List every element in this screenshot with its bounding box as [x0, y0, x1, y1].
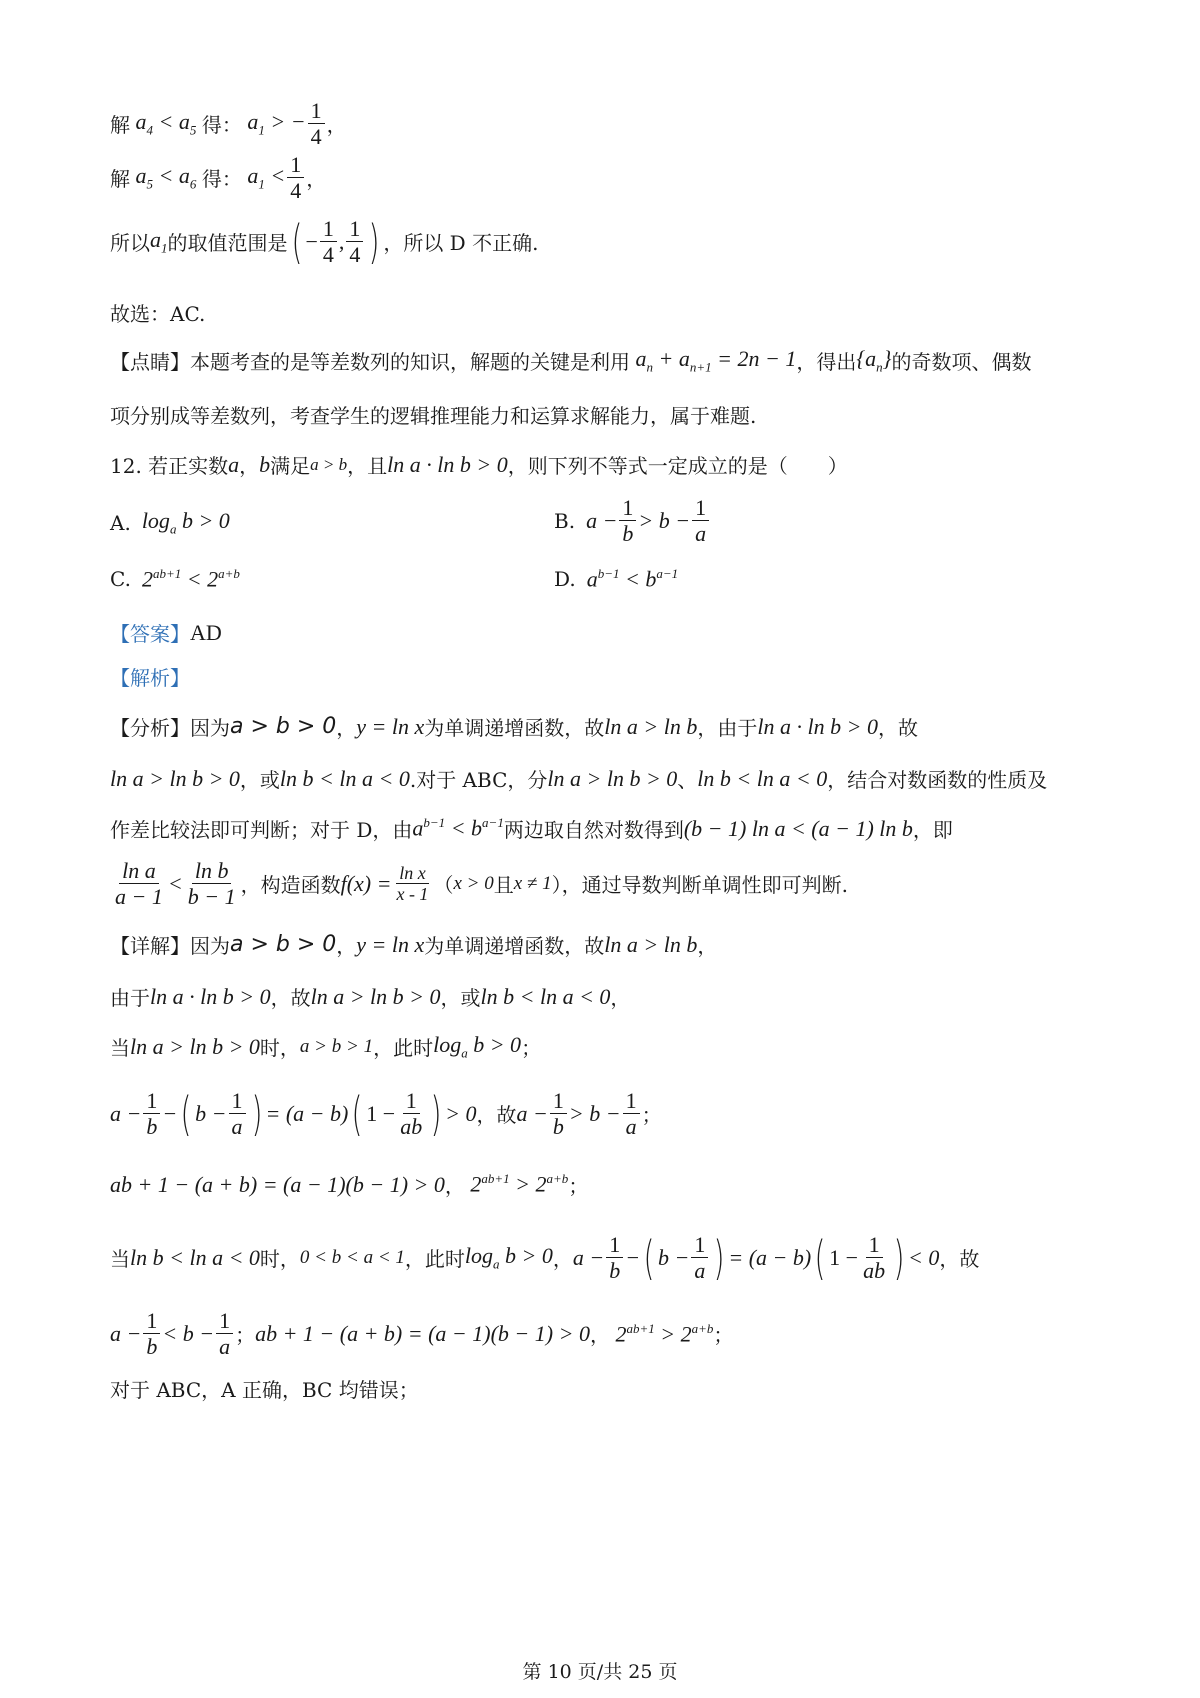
text: 得：: [201, 113, 242, 138]
text: ，或: [440, 986, 481, 1010]
fraction: $\frac{1}{b}$: [143, 1088, 160, 1140]
math: ab + 1 − (a + b) = (a − 1)(b − 1) > 0: [110, 1171, 445, 1197]
text: ，结合对数函数的性质及: [827, 768, 1048, 792]
math: a −: [572, 1244, 605, 1270]
text: 解: [110, 113, 130, 138]
line-a5-a6: [110, 152, 326, 204]
paren: ): [368, 214, 380, 269]
text: 为单调递增函数，故: [424, 716, 605, 740]
math: a −: [110, 1320, 142, 1346]
line-a4-a5: [110, 98, 347, 150]
math: = (a − b): [728, 1244, 812, 1270]
math: > b −: [568, 1100, 621, 1126]
text: 对于 ABC，A 正确，BC 均错误；: [110, 1378, 419, 1402]
text: 12. 若正实数: [110, 454, 229, 478]
text: ；: [641, 1103, 662, 1128]
fraction: $\frac{1}{4}$: [346, 216, 363, 268]
math: ln a > ln b > 0: [547, 765, 678, 791]
fraction: $\frac{1}{a}$: [692, 495, 709, 547]
text: ；: [521, 1036, 542, 1061]
text: ，此时: [373, 1036, 434, 1061]
math: x > 0: [453, 872, 494, 894]
text: ，且: [347, 454, 388, 478]
math: (b − 1) ln a < (a − 1) ln b: [683, 815, 913, 841]
text: ，构造函数: [240, 873, 341, 898]
math: a > b: [310, 454, 348, 474]
math: a: [228, 451, 240, 477]
paren: (: [180, 1086, 192, 1141]
text: ，: [697, 934, 718, 958]
math: ln a > ln b: [604, 931, 698, 957]
page-footer: 第 10 页/共 25 页: [522, 1661, 678, 1683]
fenxi-line-2: [110, 764, 1047, 793]
text: （: [433, 873, 454, 898]
jiexi-line: [110, 662, 190, 691]
text: 解: [110, 167, 130, 192]
math: a > b > 0: [230, 932, 337, 957]
math: −: [162, 1100, 178, 1126]
text: ，由于: [697, 716, 758, 740]
option-a: [110, 508, 230, 537]
text: A.: [110, 510, 131, 535]
math: ,: [338, 228, 345, 254]
math: b −: [195, 1100, 227, 1126]
text: 本题考查的是等差数列的知识，解题的关键是利用: [190, 350, 630, 375]
math: $2^{ab+1} > 2^{a+b}$: [464, 1171, 569, 1197]
text: ，: [336, 934, 357, 958]
fraction: $\frac{1}{4}$: [287, 152, 304, 204]
text: ），通过导数判断单调性即可判断.: [551, 873, 848, 898]
line-dianjing: [110, 346, 1031, 375]
math: < 0: [908, 1244, 940, 1270]
text: ，所以 D 不正确.: [383, 231, 539, 256]
xiangjie-line-5: [110, 1170, 588, 1199]
paren: (: [643, 1230, 655, 1285]
math: ln a · ln b > 0: [757, 713, 878, 739]
math: 1 −: [829, 1244, 859, 1270]
option-d: [554, 566, 678, 592]
math: ln a > ln b > 0: [130, 1033, 260, 1059]
math: $\log_a b > 0$: [433, 1032, 522, 1061]
text: ，: [589, 1323, 610, 1348]
math: $2^{ab+1} < 2^{a+b}$: [130, 566, 240, 592]
tag: 【分析】: [110, 716, 190, 740]
text: 因为: [190, 934, 230, 958]
math: y = ln x: [356, 713, 425, 739]
xiangjie-line-1: [110, 930, 717, 959]
fraction: $\frac{1}{b}$: [143, 1308, 160, 1360]
text: ，: [326, 113, 347, 138]
math: = (a − b): [265, 1100, 349, 1126]
fraction: $\frac{1}{a}$: [623, 1088, 640, 1140]
math: 1 −: [366, 1100, 396, 1126]
math: > 0: [445, 1100, 477, 1126]
math: $a_1$: [150, 227, 168, 256]
text: 时，: [259, 1036, 300, 1061]
math: ln b < ln a < 0: [279, 765, 410, 791]
line-dianjing-2: [110, 400, 756, 429]
tag: 【详解】: [110, 934, 190, 958]
text: ；: [713, 1323, 734, 1348]
math: ln a · ln b > 0: [387, 451, 508, 477]
math: −: [305, 228, 318, 254]
text: C.: [110, 567, 131, 592]
math: a −: [110, 1100, 142, 1126]
math: a > b > 0: [230, 714, 337, 739]
fraction: $\frac{1}{4}$: [308, 98, 325, 150]
math: f(x) =: [340, 870, 392, 896]
math: a −: [516, 1100, 548, 1126]
xiangjie-line-7: [110, 1308, 733, 1360]
text: ，即: [912, 818, 953, 842]
fraction: $\frac{\text{ln x}}{x - 1}$: [396, 862, 429, 905]
fenxi-line-1: [110, 712, 918, 741]
math: a −: [575, 507, 618, 533]
text: ，: [444, 1174, 465, 1198]
paren: ): [251, 1086, 262, 1141]
text: 为单调递增函数，故: [424, 934, 605, 958]
math: $a_4 < a_5$: [130, 109, 197, 138]
fraction: $\frac{1}{ab}$: [863, 1232, 886, 1284]
text: ，故: [939, 1247, 980, 1272]
line-range: [110, 216, 538, 268]
math: ln a · ln b > 0: [150, 983, 271, 1009]
text: 当: [110, 1036, 130, 1061]
fraction: $\frac{1}{b}$: [550, 1088, 567, 1140]
paren: (: [814, 1230, 826, 1285]
text: 且: [493, 873, 514, 898]
fraction: $\frac{1}{a}$: [216, 1308, 233, 1360]
math: ln b < ln a < 0: [130, 1244, 260, 1270]
text: 当: [110, 1247, 130, 1272]
text: ，: [610, 986, 631, 1010]
math: $\{a_n\}$: [856, 346, 892, 375]
answer: AD: [190, 619, 222, 645]
fraction: $\frac{1}{b}$: [606, 1232, 623, 1284]
math: $a^{b-1} < b^{a-1}$: [575, 566, 679, 592]
text: B.: [554, 508, 576, 533]
answer-line: [110, 618, 222, 647]
text: ，故: [270, 986, 311, 1010]
paren: ): [713, 1230, 725, 1285]
option-b: [554, 495, 711, 547]
jiexi-tag: 【解析】: [110, 666, 190, 690]
fraction: $\frac{\text{ln a}}{a - 1}$: [115, 858, 163, 910]
text: .对于 ABC，分: [409, 768, 548, 792]
text: ，: [552, 1247, 573, 1272]
tag: 【点睛】: [110, 350, 190, 375]
text: 、: [677, 768, 698, 792]
text: 两边取自然对数得到: [503, 818, 684, 842]
text: 得：: [201, 167, 242, 192]
math: < b −: [162, 1320, 215, 1346]
text: ，则下列不等式一定成立的是（ ）: [507, 454, 848, 478]
text: 的取值范围是: [167, 231, 288, 256]
fraction: $\frac{1}{4}$: [320, 216, 337, 268]
math: $a_n + a_{n+1} = 2n - 1$: [630, 346, 797, 375]
math: $\log_a b > 0$: [464, 1243, 553, 1272]
xiangjie-line-4: [110, 1088, 662, 1140]
text: 作差比较法即可判断；对于 D，由: [110, 818, 413, 842]
paren: (: [351, 1086, 363, 1141]
fraction: $\frac{1}{a}$: [229, 1088, 246, 1140]
math: $a_1$ <: [241, 163, 286, 192]
text: ，: [306, 167, 327, 192]
xiangjie-line-6: [110, 1232, 979, 1284]
math: <: [167, 870, 183, 896]
math: $a^{b-1} < b^{a-1}$: [412, 815, 504, 841]
text: 满足: [270, 454, 311, 478]
math: ln a > ln b > 0: [110, 765, 240, 791]
fraction: $\frac{1}{a}$: [691, 1232, 708, 1284]
xiangjie-line-3: [110, 1032, 541, 1061]
math: x ≠ 1: [513, 872, 552, 894]
math: > b −: [638, 507, 691, 533]
xiangjie-line-8: [110, 1374, 419, 1403]
text: 由于: [110, 986, 150, 1010]
text: ，: [239, 454, 260, 478]
math: y = ln x: [356, 931, 425, 957]
text: ，得出: [796, 350, 857, 375]
math: ln b < ln a < 0: [697, 765, 828, 791]
text: ，此时: [404, 1247, 465, 1272]
math: $a_5 < a_6$: [130, 163, 197, 192]
xiangjie-line-2: [110, 982, 630, 1011]
fraction: $\frac{1}{ab}$: [400, 1088, 423, 1140]
fenxi-line-4: [110, 858, 848, 910]
math: $\log_a b > 0$: [130, 508, 230, 537]
math: ab + 1 − (a + b) = (a − 1)(b − 1) > 0: [255, 1320, 590, 1346]
text: 的奇数项、偶数: [891, 350, 1032, 375]
text: ；: [235, 1323, 256, 1348]
line-guxuan: [110, 298, 205, 327]
text: 因为: [190, 716, 230, 740]
paren: ): [893, 1230, 905, 1285]
fenxi-line-3: [110, 814, 953, 843]
math: ln b < ln a < 0: [480, 983, 611, 1009]
text: 时，: [259, 1247, 300, 1272]
text: ；: [568, 1174, 589, 1198]
math: b −: [658, 1244, 690, 1270]
text: 所以: [110, 231, 150, 256]
math: 0 < b < a < 1: [299, 1246, 405, 1268]
answer-tag: 【答案】: [110, 622, 190, 646]
paren: ): [430, 1086, 442, 1141]
text: ，故: [476, 1103, 517, 1128]
text: 项分别成等差数列，考查学生的逻辑推理能力和运算求解能力，属于难题.: [110, 404, 757, 428]
text: 故选：AC.: [110, 302, 206, 326]
question-12: [110, 450, 848, 479]
math: a > b > 1: [299, 1035, 374, 1057]
math: b: [259, 451, 271, 477]
fraction: $\frac{\text{ln b}}{b - 1}$: [187, 858, 236, 910]
text: ，或: [239, 768, 280, 792]
text: ，: [336, 716, 357, 740]
option-c: [110, 566, 240, 592]
math: ln a > ln b > 0: [310, 983, 441, 1009]
math: −: [625, 1244, 641, 1270]
math: ln a > ln b: [604, 713, 698, 739]
paren: (: [291, 214, 302, 269]
math: $a_1$ > −: [241, 109, 306, 138]
fraction: $\frac{1}{b}$: [619, 495, 636, 547]
text: D.: [554, 567, 576, 592]
text: ，故: [877, 716, 918, 740]
math: $2^{ab+1} > 2^{a+b}$: [609, 1320, 714, 1346]
